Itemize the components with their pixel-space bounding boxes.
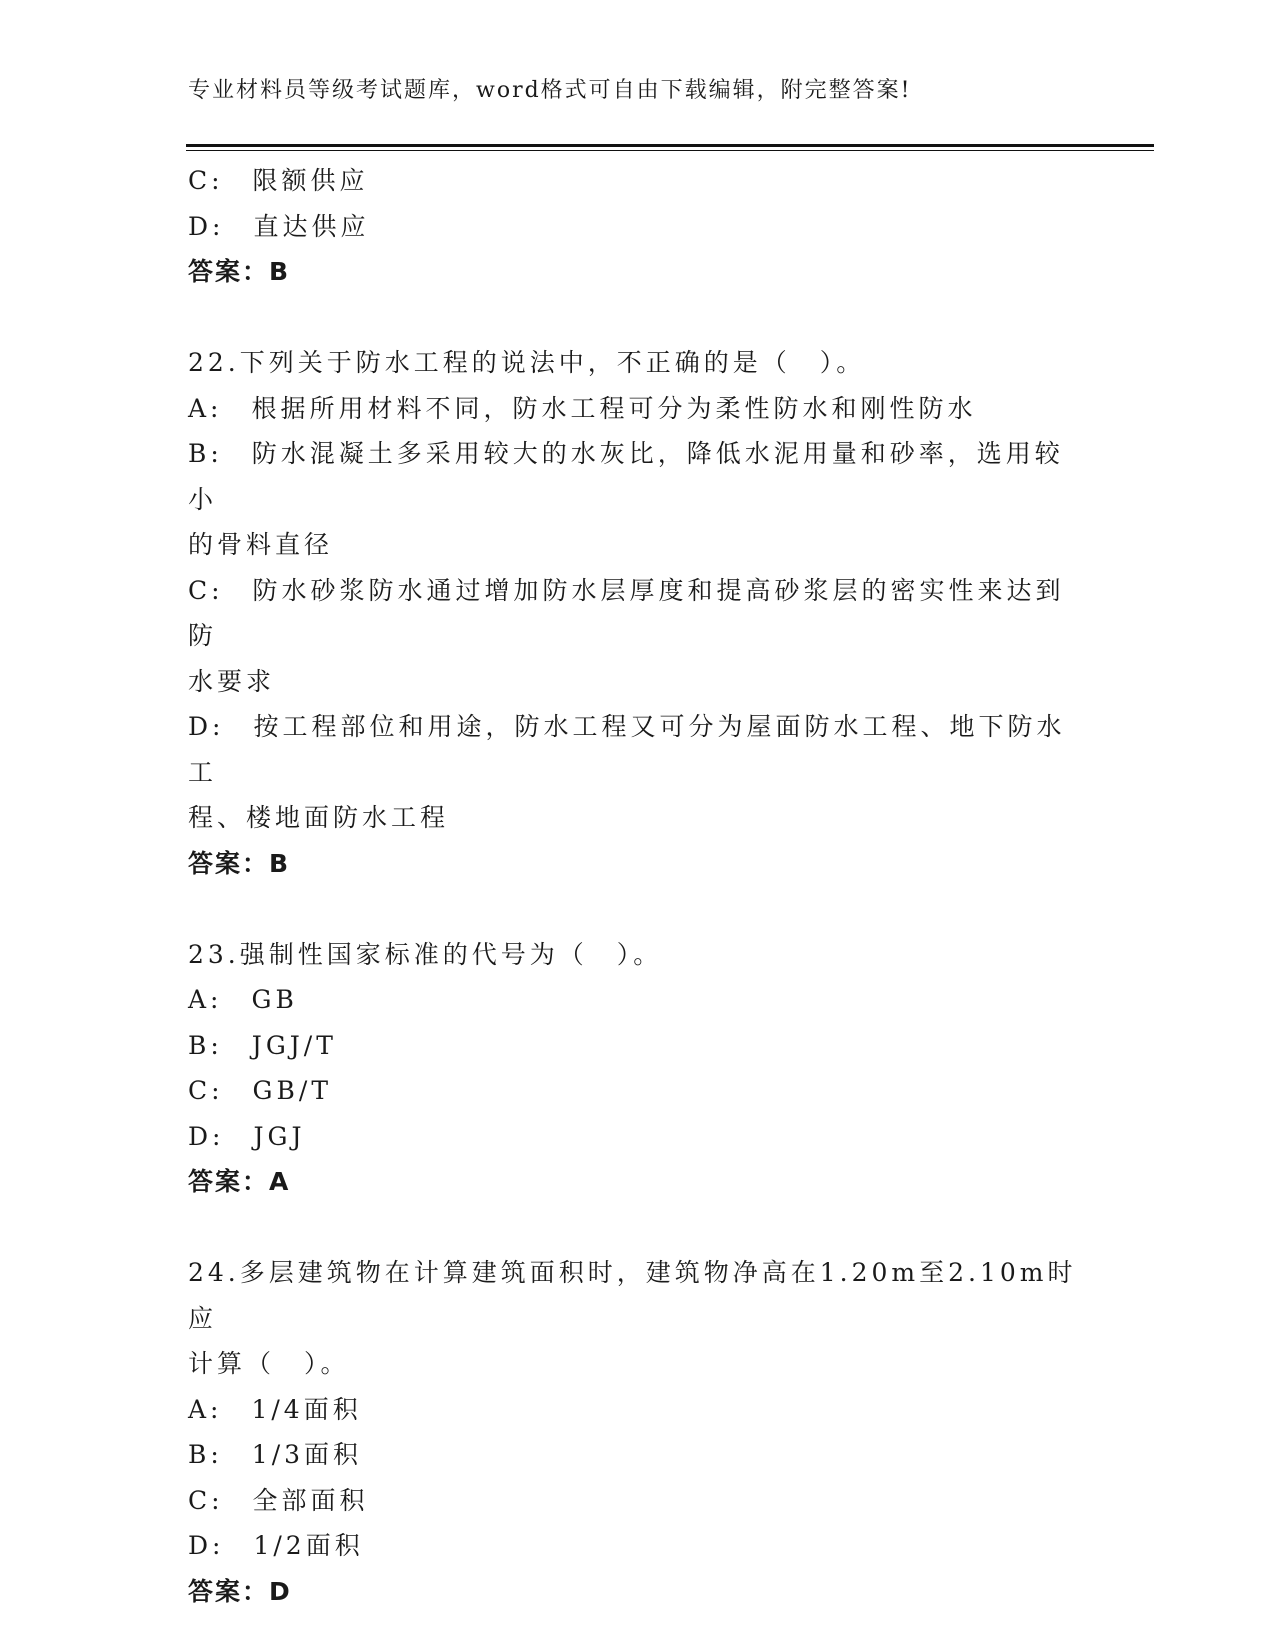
question-stem: 23.强制性国家标准的代号为（ ）。 (188, 939, 663, 969)
option-c: C: 防水砂浆防水通过增加防水层厚度和提高砂浆层的密实性来达到防 (188, 575, 1065, 650)
answer-line: 答案：B (188, 848, 291, 878)
header-rule-thick (186, 144, 1154, 147)
option-d: D: 直达供应 (188, 211, 370, 241)
answer-line: 答案：D (188, 1576, 292, 1606)
question-stem: 24.多层建筑物在计算建筑面积时，建筑物净高在1.20m至2.10m时应 (188, 1258, 1077, 1333)
option-a: A: 1/4面积 (188, 1394, 362, 1424)
header-rule-thin (186, 150, 1154, 151)
question-23 (188, 932, 1078, 1205)
option-c: C: 全部面积 (188, 1485, 369, 1515)
document-body (188, 158, 1078, 1614)
option-c: C: 限额供应 (188, 166, 369, 195)
option-d: D: JGJ (188, 1121, 306, 1151)
answer-line: 答案：B (188, 257, 291, 286)
option-d: D: 1/2面积 (188, 1531, 364, 1560)
option-b: B: JGJ/T (188, 1030, 337, 1060)
option-a: A: 根据所用材料不同，防水工程可分为柔性防水和刚性防水 (188, 393, 977, 423)
question-24 (188, 1250, 1078, 1614)
question-22 (188, 340, 1078, 886)
page-header-text: 专业材料员等级考试题库，word格式可自由下载编辑，附完整答案! (188, 78, 912, 103)
option-d: D: 按工程部位和用途，防水工程又可分为屋面防水工程、地下防水工 (188, 712, 1066, 787)
spacer (188, 295, 1078, 341)
question-stem-cont: 计算（ ）。 (188, 1349, 350, 1378)
answer-line: 答案：A (188, 1167, 291, 1196)
option-a: A: GB (188, 985, 298, 1014)
question-stem: 22.下列关于防水工程的说法中，不正确的是（ ）。 (188, 348, 866, 377)
spacer (188, 1205, 1078, 1251)
prev-question-tail (188, 158, 1078, 295)
option-d-cont: 程、楼地面防水工程 (188, 803, 450, 832)
option-c-cont: 水要求 (188, 666, 276, 696)
option-c: C: GB/T (188, 1076, 332, 1105)
spacer (188, 886, 1078, 932)
option-b: B: 1/3面积 (188, 1440, 363, 1469)
option-b: B: 防水混凝土多采用较大的水灰比，降低水泥用量和砂率，选用较小 (188, 439, 1064, 514)
option-b-cont: 的骨料直径 (188, 530, 334, 559)
